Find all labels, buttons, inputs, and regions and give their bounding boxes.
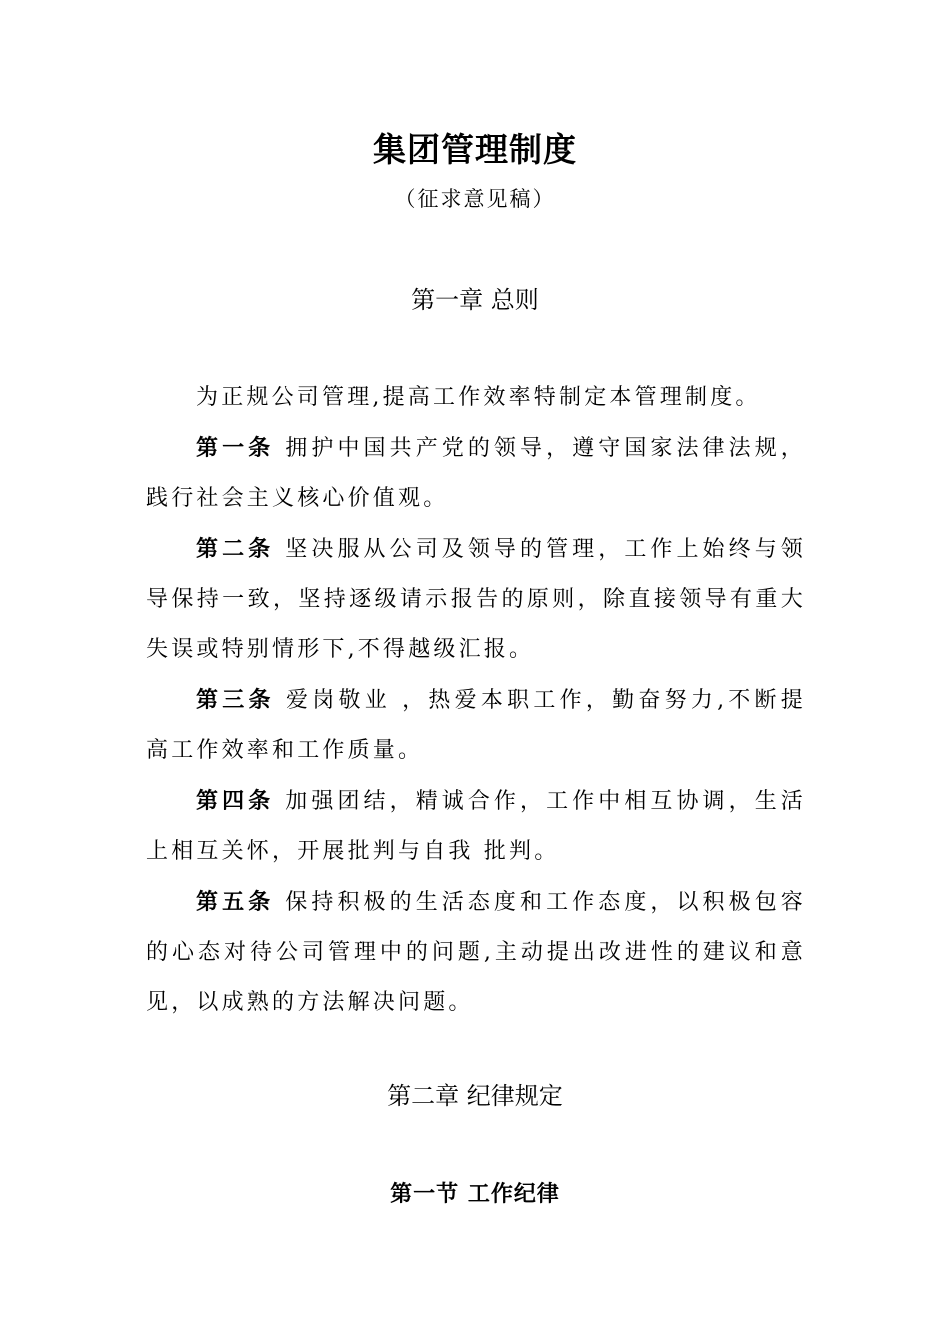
article-3-text: 爱岗敬业 ，热爱本职工作，勤奋努力,不断提高工作效率和工作质量。 [146, 688, 806, 763]
article-2 [146, 524, 806, 675]
article-1-label: 第一条 [196, 435, 275, 461]
article-5-label: 第五条 [196, 889, 275, 915]
article-4-label: 第四条 [196, 788, 275, 814]
article-4 [146, 776, 806, 877]
section-1-heading: 第一节 工作纪律 [390, 1181, 560, 1207]
article-3 [146, 675, 806, 776]
article-4-text: 加强团结，精诚合作，工作中相互协调，生活上相互关怀，开展批判与自我 批判。 [146, 789, 806, 864]
chapter-1-heading: 第一章 总则 [411, 286, 539, 314]
article-3-label: 第三条 [196, 687, 275, 713]
document-subtitle: （征求意见稿） [394, 187, 556, 211]
article-1-text: 拥护中国共产党的领导，遵守国家法律法规，践行社会主义核心价值观。 [146, 436, 806, 511]
article-2-text: 坚决服从公司及领导的管理，工作上始终与领导保持一致，坚持逐级请示报告的原则，除直接领导有重大失误或特别情形下,不得越级汇报。 [146, 537, 806, 662]
intro-paragraph: 为正规公司管理,提高工作效率特制定本管理制度。 [196, 385, 761, 410]
document-title: 集团管理制度 [373, 130, 577, 169]
article-5 [146, 877, 806, 1028]
article-2-label: 第二条 [196, 536, 275, 562]
article-5-text: 保持积极的生活态度和工作态度，以积极包容的心态对待公司管理中的问题,主动提出改进性的建议和意见，以成熟的方法解决问题。 [146, 890, 806, 1015]
chapter-2-heading: 第二章 纪律规定 [387, 1082, 563, 1110]
article-1 [146, 423, 806, 524]
chapter-1-body [146, 373, 806, 1028]
